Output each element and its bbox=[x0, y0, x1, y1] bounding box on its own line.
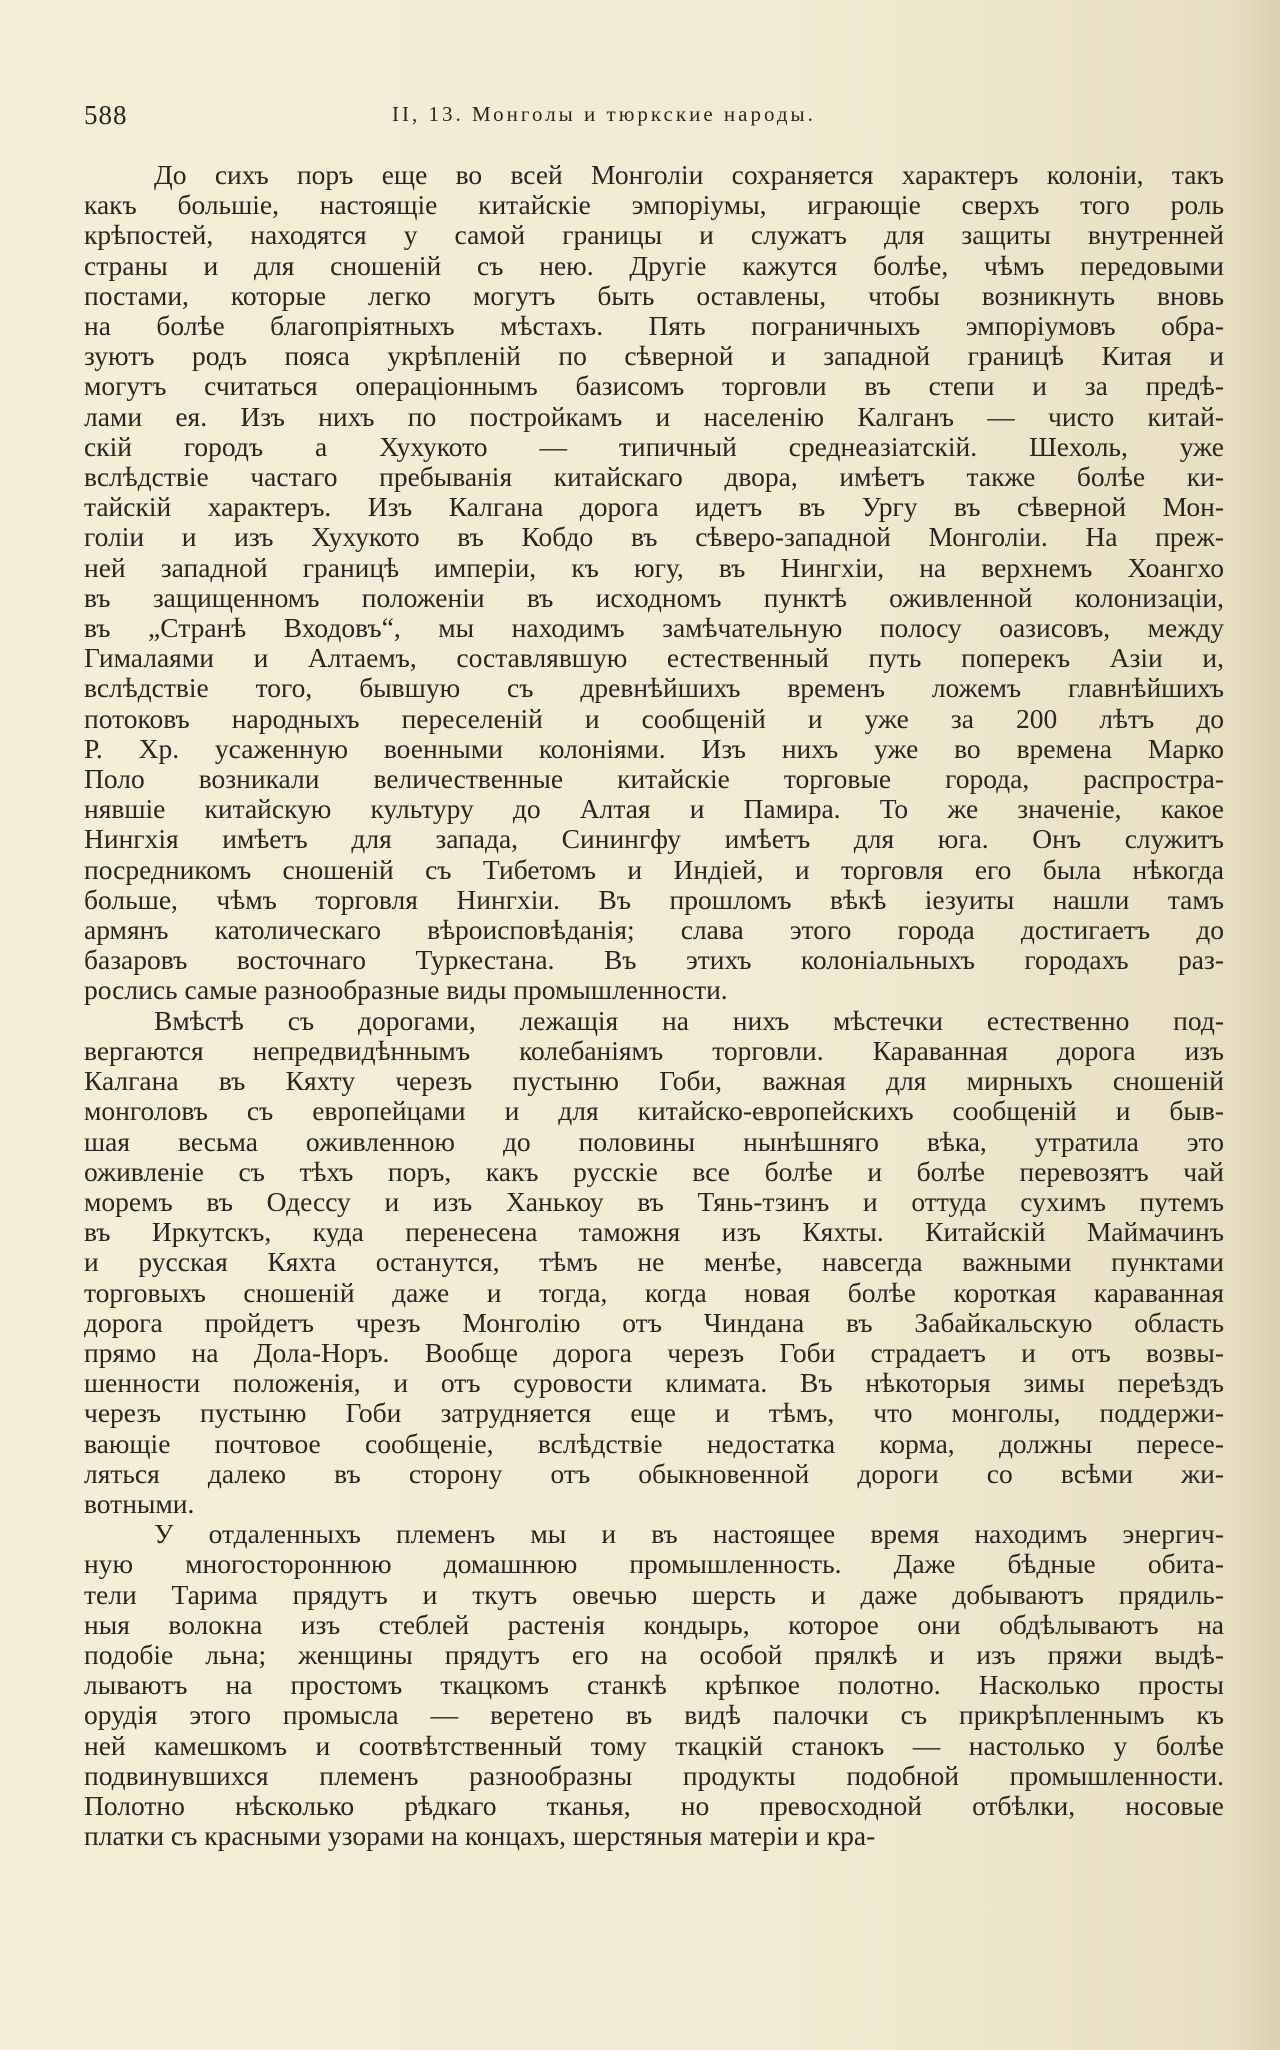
text-line: и русская Кяхта останутся, тѣмъ не менѣе, навсегда важными пунктами bbox=[84, 1246, 1224, 1278]
text-line: дорога пройдетъ чрезъ Монголію отъ Чиндана въ Забайкальскую область bbox=[84, 1306, 1224, 1338]
text-line: моремъ въ Одессу и изъ Ханькоу въ Тянь-тзинъ и оттуда сухимъ путемъ bbox=[84, 1185, 1224, 1217]
text-line: лами ея. Изъ нихъ по постройкамъ и населенію Калганъ — чисто китай- bbox=[84, 400, 1224, 432]
text-line: голіи и изъ Хухукото въ Кобдо въ сѣверо-западной Монголіи. На преж- bbox=[84, 521, 1224, 553]
paragraph bbox=[84, 160, 1224, 1006]
text-line: шенности положенія, и отъ суровости климата. Въ нѣкоторыя зимы переѣздъ bbox=[84, 1367, 1224, 1399]
text-line: въ защищенномъ положеніи въ исходномъ пунктѣ оживленной колонизаціи, bbox=[84, 581, 1224, 613]
text-line: потоковъ народныхъ переселеній и сообщеній и уже за 200 лѣтъ до bbox=[84, 702, 1224, 734]
text-line: вслѣдствіе частаго пребыванія китайскаго двора, имѣетъ также болѣе ки- bbox=[84, 461, 1224, 493]
paragraph bbox=[84, 1519, 1224, 1851]
text-line: въ „Странѣ Входовъ“, мы находимъ замѣчательную полосу оазисовъ, между bbox=[84, 612, 1224, 644]
text-line: черезъ пустыню Гоби затрудняется еще и тѣмъ, что монголы, поддержи- bbox=[84, 1397, 1224, 1429]
text-line: орудія этого промысла — веретено въ видѣ палочки съ прикрѣпленнымъ къ bbox=[84, 1699, 1224, 1731]
text-line: вотными. bbox=[84, 1487, 195, 1519]
text-line: страны и для сношеній съ нею. Другіе кажутся болѣе, чѣмъ передовыми bbox=[84, 249, 1224, 281]
text-line: ную многостороннюю домашнюю промышленность. Даже бѣдные обита- bbox=[84, 1548, 1224, 1580]
text-line: Нингхія имѣетъ для запада, Синингфу имѣетъ для юга. Онъ служитъ bbox=[84, 823, 1224, 855]
text-line: ней камешкомъ и соотвѣтственный тому ткацкій станокъ — настолько у болѣе bbox=[84, 1729, 1224, 1761]
text-line: рослись самые разнообразные виды промышленности. bbox=[84, 974, 728, 1006]
text-line: оживленіе съ тѣхъ поръ, какъ русскіе все болѣе и болѣе перевозятъ чай bbox=[84, 1155, 1224, 1187]
text-line: монголовъ съ европейцами и для китайско-европейскихъ сообщеній и быв- bbox=[84, 1095, 1224, 1127]
text-line: нявшіе китайскую культуру до Алтая и Памира. То же значеніе, какое bbox=[84, 793, 1224, 825]
text-line: базаровъ восточнаго Туркестана. Въ этихъ колоніальныхъ городахъ раз- bbox=[84, 944, 1224, 976]
text-line: Гималаями и Алтаемъ, составлявшую естественный путь поперекъ Азіи и, bbox=[84, 642, 1224, 674]
text-line: У отдаленныхъ племенъ мы и въ настоящее время находимъ энергич- bbox=[154, 1518, 1224, 1550]
body-text bbox=[84, 160, 1224, 1851]
text-line: скій городъ а Хухукото — типичный среднеазіатскій. Шехоль, уже bbox=[84, 430, 1224, 462]
text-line: вергаются непредвидѣннымъ колебаніямъ торговли. Караванная дорога изъ bbox=[84, 1034, 1224, 1066]
text-line: армянъ католическаго вѣроисповѣданія; слава этого города достигаетъ до bbox=[84, 914, 1224, 946]
text-line: тайскій характеръ. Изъ Калгана дорога идетъ въ Ургу въ сѣверной Мон- bbox=[84, 491, 1224, 523]
page-header bbox=[84, 100, 1224, 140]
text-line: платки съ красными узорами на концахъ, шерстяныя матеріи и кра- bbox=[84, 1820, 876, 1852]
text-line: ныя волокна изъ стеблей растенія кондырь, которое они обдѣлываютъ на bbox=[84, 1608, 1224, 1640]
text-line: въ Иркутскъ, куда перенесена таможня изъ Кяхты. Китайскій Маймачинъ bbox=[84, 1216, 1224, 1248]
text-line: Полотно нѣсколько рѣдкаго тканья, но превосходной отбѣлки, носовые bbox=[84, 1789, 1224, 1821]
paragraph bbox=[84, 1006, 1224, 1519]
text-line: вслѣдствіе того, бывшую съ древнѣйшихъ временъ ложемъ главнѣйшихъ bbox=[84, 672, 1224, 704]
text-line: могутъ считаться операціоннымъ базисомъ торговли въ степи и за предѣ- bbox=[84, 370, 1224, 402]
text-line: лываютъ на простомъ ткацкомъ станкѣ крѣпкое полотно. Насколько просты bbox=[84, 1669, 1224, 1701]
text-line: Вмѣстѣ съ дорогами, лежащія на нихъ мѣстечки естественно под- bbox=[154, 1004, 1224, 1036]
text-line: До сихъ поръ еще во всей Монголіи сохраняется характеръ колоніи, такъ bbox=[154, 159, 1224, 190]
text-line: подобіе льна; женщины прядутъ его на особой прялкѣ и изъ пряжи выдѣ- bbox=[84, 1638, 1224, 1670]
text-line: посредникомъ сношеній съ Тибетомъ и Индіей, и торговля его была нѣкогда bbox=[84, 853, 1224, 885]
text-line: Р. Хр. усаженную военными колоніями. Изъ нихъ уже во времена Марко bbox=[84, 732, 1224, 764]
text-line: крѣпостей, находятся у самой границы и служатъ для защиты внутренней bbox=[84, 219, 1224, 251]
text-line: торговыхъ сношеній даже и тогда, когда новая болѣе короткая караванная bbox=[84, 1276, 1224, 1308]
text-line: больше, чѣмъ торговля Нингхіи. Въ прошломъ вѣкѣ іезуиты нашли тамъ bbox=[84, 883, 1224, 915]
text-line: зуютъ родъ пояса укрѣпленій по сѣверной и западной границѣ Китая и bbox=[84, 340, 1224, 372]
text-line: на болѣе благопріятныхъ мѣстахъ. Пять пограничныхъ эмпоріумовъ обра- bbox=[84, 310, 1224, 342]
text-line: Калгана въ Кяхту черезъ пустыню Гоби, важная для мирныхъ сношеній bbox=[84, 1065, 1224, 1097]
text-line: Поло возникали величественные китайскіе торговые города, распростра- bbox=[84, 763, 1224, 795]
text-line: ней западной границѣ имперіи, къ югу, въ Нингхіи, на верхнемъ Хоангхо bbox=[84, 551, 1224, 583]
text-line: постами, которые легко могутъ быть оставлены, чтобы возникнуть вновь bbox=[84, 279, 1224, 311]
text-line: шая весьма оживленною до половины нынѣшняго вѣка, утратила это bbox=[84, 1125, 1224, 1157]
text-line: ляться далеко въ сторону отъ обыкновенной дороги со всѣми жи- bbox=[84, 1457, 1224, 1489]
text-line: тели Тарима прядутъ и ткутъ овечью шерсть и даже добываютъ прядиль- bbox=[84, 1578, 1224, 1610]
text-line: подвинувшихся племенъ разнообразны продукты подобной промышленности. bbox=[84, 1759, 1224, 1791]
running-title: II, 13. Монголы и тюркские народы. bbox=[392, 102, 816, 126]
text-line: вающіе почтовое сообщеніе, вслѣдствіе недостатка корма, должны пересе- bbox=[84, 1427, 1224, 1459]
page-number: 588 bbox=[84, 100, 128, 130]
text-line: прямо на Дола-Норъ. Вообще дорога черезъ Гоби страдаетъ и отъ возвы- bbox=[84, 1336, 1224, 1368]
text-line: какъ большіе, настоящіе китайскіе эмпоріумы, играющіе сверхъ того роль bbox=[84, 189, 1224, 221]
